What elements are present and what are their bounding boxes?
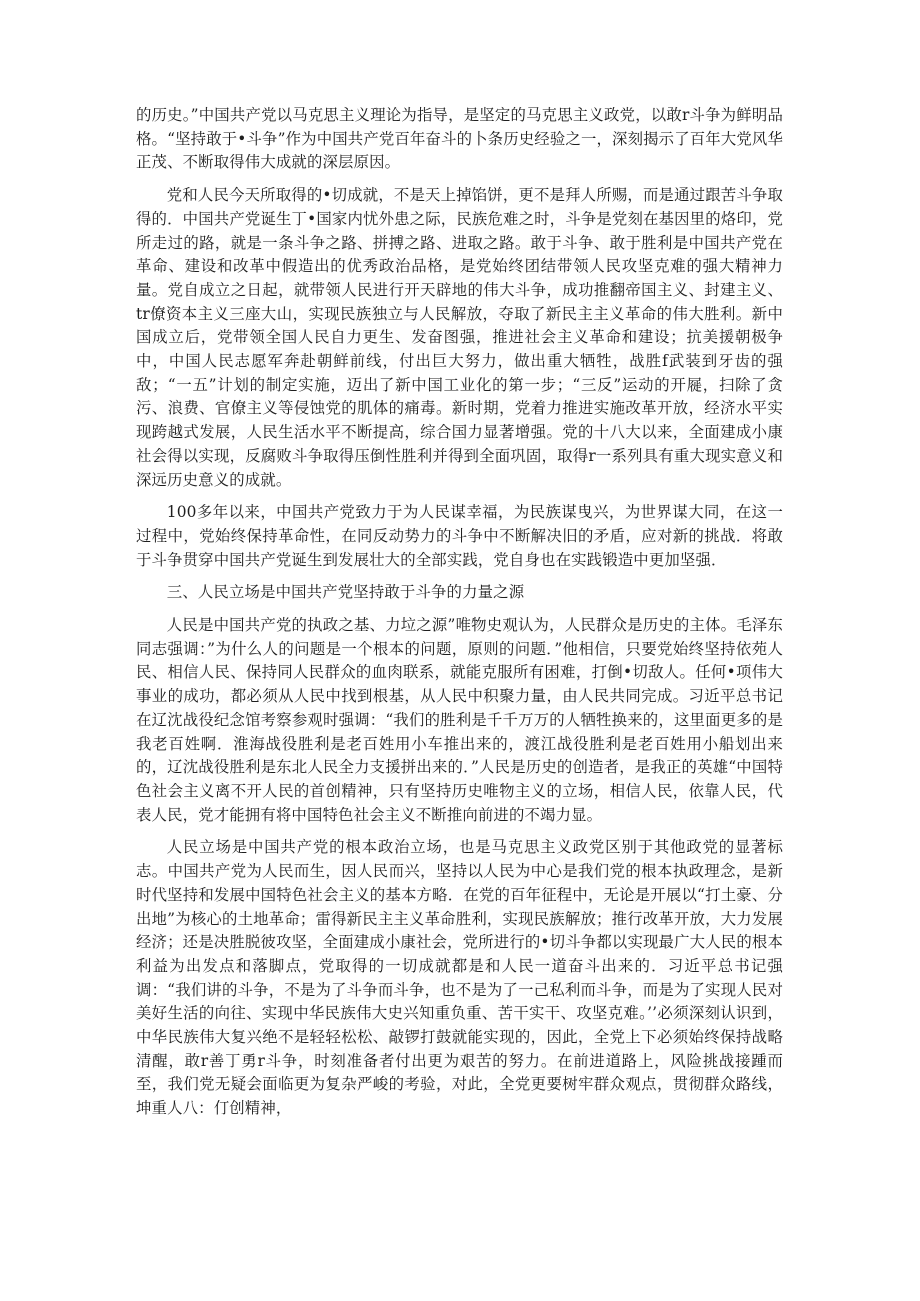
document-page [136, 104, 783, 1130]
paragraph-4: 人民是中国共产党的执政之基、力垃之源”唯物史观认为，人民群众是历史的主体。毛泽东同志强调：”为什么人的问题是一个根本的问题，原则的问题．”他相信，只要党始终坚持依苑人民、相信人民、保持同人民群众的血肉联系，就能克服所有困难，打倒•切敌人。任何•项伟大事业的成功，都必须从人民中找到根基，从人民中积聚力量，由人民共同完成。习近平总书记在辽沈战役纪念馆考察参观时强调：“我们的胜利是千千万万的人牺牲换来的，这里面更多的是我老百姓啊．淮海战役胜利是老百姓用小车推出来的，渡江战役胜利是老百姓用小船划出来的，辽沈战役胜利是东北人民全力支援拼出来的．”人民是历史的创造者，是我正的英雄“中国特色社会主义离不开人民的首创精神，只有坚持历史唯物主义的立场，相信人民，依靠人民，代表人民，党才能拥有将中国特色社会主义不断推向前进的不竭力显。 [136, 616, 783, 824]
paragraph-2: 党和人民今天所取得的•切成就，不是天上掉馅饼，更不是拜人所赐，而是通过跟苦斗争取得的．中国共产党诞生丁•国家内忧外患之际，民族危难之时，斗争是党刻在基因里的烙印，党所走过的路，就是一条斗争之路、拼搏之路、进取之路。敢于斗争、敢于胜利是中国共产党在革命、建设和改革中假造出的优秀政治品格，是党始终团结带领人民攻坚克难的强大精神力量。党自成立之日起，就带领人民进行开天辟地的伟大斗争，成功推翻帝国主义、封建主义、tr僚资本主义三座大山，实现民族独立与人民解放，夺取了新民主主义革命的伟大胜利。新中国成立后，党带领全国人民自力更生、发奋图强，推进社会主义革命和建设；抗美援朝极争中，中国人民志愿军奔赴朝鲜前线，付出巨大努力，做出重大牺牲，战胜f武装到牙齿的强敌；“一五”计划的制定实施，迈出了新中国工业化的第一步；“三反”运动的开屣，扫除了贪污、浪费、官僚主义等侵蚀党的肌体的痛毒。新时期，党着力推进实施改革开放，经济水平实现跨越式发展，人民生活水平不断提高，综合国力显著增强。党的十八大以来，全面建成小康社会得以实现，反腐败斗争取得压倒性胜利并得到全面巩固，取得r一系列具有重大现实意义和深远历史意义的成就。 [136, 186, 783, 489]
section-heading: 三、人民立场是中国共产党坚持敢于斗争的力量之源 [166, 583, 525, 602]
paragraph-1: 的历史。”中国共产党以马克思主义理论为指导，是坚定的马克思主义政党，以敢r斗争为鲜明品格。“坚持敢于•斗争”作为中国共产党百年奋斗的卜条历史经验之一，深刻揭示了百年大党风华正茂、不断取得伟大成就的深层原因。 [136, 106, 783, 172]
paragraph-3: 100多年以来，中国共产党致力于为人民谋幸福，为民族谋曳兴，为世界谋大同，在这一过程中，党始终保持革命性，在同反动势力的斗争中不断解决旧的矛盾，应对新的挑战．将敢于斗争贯穿中国共产党诞生到发展壮大的全部实践，党自身也在实践锻造中更加坚强． [136, 503, 783, 569]
paragraph-5: 人民立场是中国共产党的根本政治立场，也是马克思主义政党区别于其他政党的显著标志。中国共产党为人民而生，因人民而兴，坚持以人民为中心是我们党的根本执政理念，是新时代坚持和发展中国特色社会主义的基本方略．在党的百年征程中，无论是开展以“打土豪、分出地”为核心的土地革命；雷得新民主主义革命胜利，实现民族解放；推行改革开放，大力发展经济；还是决胜脱彼攻坚，全面建成小康社会，党所进行的•切斗争都以实现最广大人民的根本利益为出发点和落脚点，党取得的一切成就都是和人民一道奋斗出来的．习近平总书记强调：“我们讲的斗争，不是为了斗争而斗争，也不是为了一己私利而斗争，而是为了实现人民对美好生活的向往、实现中华民族伟大史兴知重负重、苦干实干、攻坚克难。’’必须深刻认识到，中华民族伟大复兴绝不是轻轻松松、敲锣打鼓就能实现的，因此，全党上下必须始终保持战略清醒，敢r善丁勇r斗争，时刻准备者付出更为艰苦的努力。在前进道路上，风险挑战接踵而至，我们党无疑会面临更为复杂严峻的考验，对此，全党更要树牢群众观点，贯彻群众路线，坤重人八：仃创精神， [136, 838, 783, 1118]
